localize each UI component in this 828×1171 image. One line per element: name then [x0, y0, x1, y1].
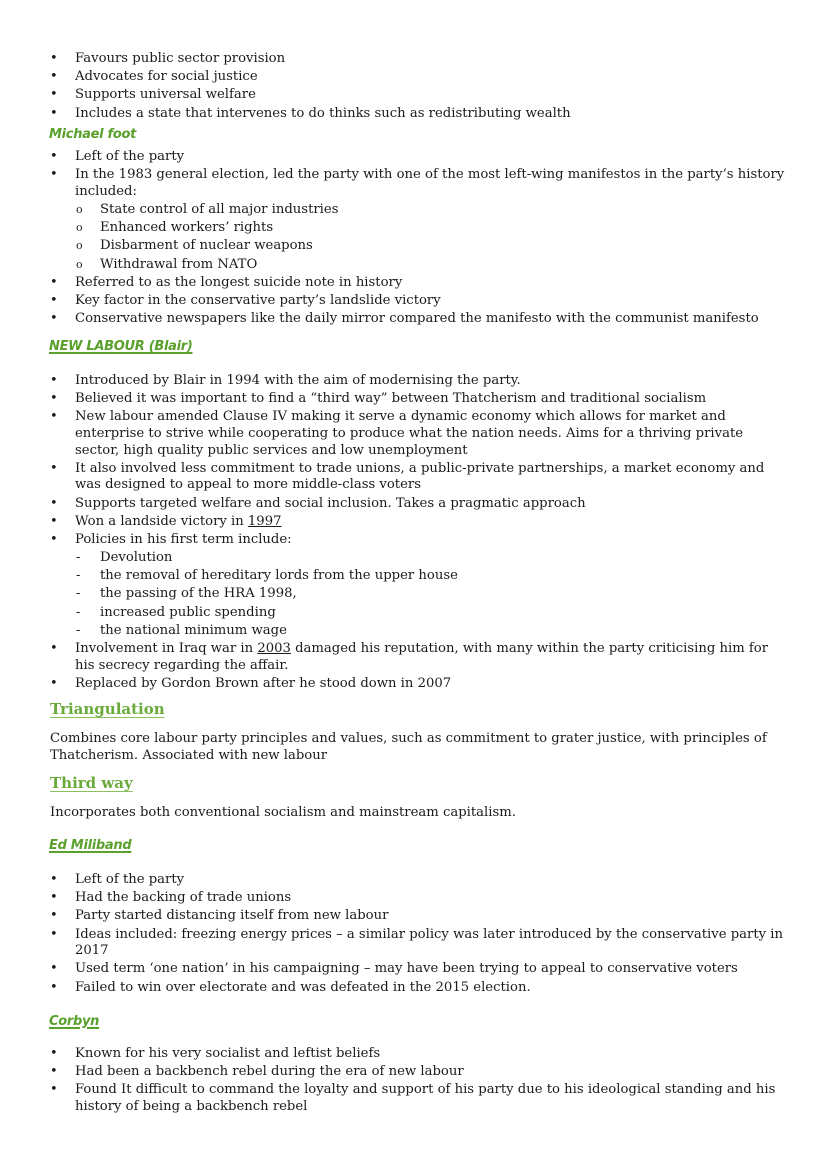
bullet-icon: • — [50, 167, 58, 183]
bullet-icon: • — [50, 409, 58, 425]
bullet-icon: • — [50, 373, 58, 388]
list-item: • Introduced by Blair in 1994 with the aim of modernising the party. — [50, 373, 521, 388]
bullet-icon: • — [50, 531, 58, 547]
bullet-icon: • — [50, 1082, 58, 1098]
bullet-icon: • — [50, 51, 58, 66]
list-item: • Replaced by Gordon Brown after he stood down in 2007 — [50, 675, 452, 691]
list-item: • Ideas included: freezing energy prices – a similar policy was later introduced by the conservative party in 2017 — [50, 926, 783, 959]
dash-icon: - — [76, 550, 81, 566]
sub-list-item: o Disbarment of nuclear weapons — [76, 238, 313, 254]
dash-list-item: - the passing of the HRA 1998, — [76, 586, 297, 602]
bullet-icon: • — [50, 1064, 58, 1080]
list-item: • Had the backing of trade unions — [50, 890, 292, 906]
list-item: • Won a landside victory in 1997 — [50, 513, 282, 529]
bullet-icon: • — [50, 926, 58, 942]
list-item: • Conservative newspapers like the daily mirror compared the manifesto with the communist manifesto — [50, 311, 759, 327]
triangulation-text: Combines core labour party principles and values, such as commitment to grater justice, with principles of Thatcherism. Associated with new labour — [50, 731, 767, 763]
list-item: • It also involved less commitment to trade unions, a public-private partnerships, a market economy and was designed to appeal to more middle-class voters — [50, 460, 765, 493]
corbyn-heading: Corbyn — [49, 1014, 100, 1029]
dash-list-item: - the national minimum wage — [76, 622, 287, 638]
bullet-icon: • — [50, 890, 58, 906]
bullet-icon: • — [50, 292, 58, 308]
triangulation-heading: Triangulation — [50, 700, 165, 718]
list-item: • Believed it was important to find a “third way” between Thatcherism and traditional socialism — [50, 391, 707, 407]
new-labour-heading: NEW LABOUR (Blair) — [49, 339, 193, 354]
circle-bullet-icon: o — [76, 239, 83, 253]
list-item: • Supports universal welfare — [50, 87, 256, 103]
new-labour-list — [0, 373, 828, 694]
bullet-icon: • — [50, 391, 58, 407]
bullet-icon: • — [50, 311, 58, 327]
list-item: • Left of the party — [50, 149, 185, 164]
bullet-icon: • — [50, 274, 58, 290]
bullet-icon: • — [50, 908, 58, 924]
dash-list-item: - Devolution — [76, 550, 173, 566]
circle-bullet-icon: o — [76, 257, 83, 271]
list-item: • Involvement in Iraq war in 2003 damaged his reputation, with many within the party criticising him for his secrecy regarding the affair. — [50, 641, 769, 673]
list-item: • Referred to as the longest suicide note in history — [50, 274, 403, 290]
list-item: • Known for his very socialist and leftist beliefs — [50, 1046, 381, 1061]
list-item: • Favours public sector provision — [50, 51, 286, 66]
michael-foot-heading: Michael foot — [49, 127, 137, 142]
bullet-icon: • — [50, 460, 58, 476]
sub-list-item: o Withdrawal from NATO — [76, 256, 258, 272]
dash-icon: - — [76, 622, 81, 638]
bullet-icon: • — [50, 979, 58, 995]
list-item: • Policies in his first term include: — [50, 531, 292, 547]
list-item: • Failed to win over electorate and was defeated in the 2015 election. — [50, 979, 531, 995]
intro-bullet-list — [0, 51, 828, 124]
circle-bullet-icon: o — [76, 221, 83, 235]
sub-list-item: o State control of all major industries — [76, 201, 339, 217]
list-item: • Found It difficult to command the loyalty and support of his party due to his ideological standing and his history of being a backbench rebel — [50, 1082, 776, 1114]
dash-list-item: - increased public spending — [76, 604, 276, 620]
bullet-icon: • — [50, 149, 58, 164]
corbyn-list — [0, 1046, 828, 1117]
list-item: • Includes a state that intervenes to do thinks such as redistributing wealth — [50, 105, 571, 121]
bullet-icon: • — [50, 1046, 58, 1061]
list-item: • Had been a backbench rebel during the era of new labour — [50, 1064, 464, 1080]
bullet-icon: • — [50, 641, 58, 657]
ed-miliband-list — [0, 872, 828, 998]
bullet-icon: • — [50, 961, 58, 977]
list-item: • Used term ‘one nation’ in his campaigning – may have been trying to appeal to conservative voters — [50, 961, 738, 977]
michael-foot-list — [0, 149, 828, 329]
bullet-icon: • — [50, 87, 58, 103]
dash-icon: - — [76, 568, 81, 584]
sub-list-item: o Enhanced workers’ rights — [76, 220, 274, 236]
list-item: • Left of the party — [50, 872, 185, 887]
list-item: • New labour amended Clause IV making it serve a dynamic economy which allows for market and enterprise to strive while cooperating to produce what the nation needs. Aims for a thriving private sector, high quality public services and low unemployment — [50, 409, 744, 458]
bullet-icon: • — [50, 105, 58, 121]
year-1997: 1997 — [247, 513, 282, 529]
list-item: • In the 1983 general election, led the party with one of the most left-wing manifestos in the party’s history included: — [50, 167, 785, 199]
list-item: • Party started distancing itself from new labour — [50, 908, 389, 924]
bullet-icon: • — [50, 872, 58, 887]
list-item: • Key factor in the conservative party’s landslide victory — [50, 292, 441, 308]
bullet-icon: • — [50, 513, 58, 529]
bullet-icon: • — [50, 495, 58, 511]
circle-bullet-icon: o — [76, 202, 83, 216]
list-item: • Advocates for social justice — [50, 69, 258, 85]
dash-list-item: - the removal of hereditary lords from the upper house — [76, 568, 458, 584]
dash-icon: - — [76, 604, 81, 620]
ed-miliband-heading: Ed Miliband — [49, 838, 132, 853]
year-2003: 2003 — [257, 641, 291, 657]
list-item: • Supports targeted welfare and social inclusion. Takes a pragmatic approach — [50, 495, 586, 511]
third-way-text: Incorporates both conventional socialism and mainstream capitalism. — [50, 805, 516, 820]
dash-icon: - — [76, 586, 81, 602]
bullet-icon: • — [50, 675, 58, 691]
third-way-heading: Third way — [50, 774, 133, 792]
bullet-icon: • — [50, 69, 58, 85]
